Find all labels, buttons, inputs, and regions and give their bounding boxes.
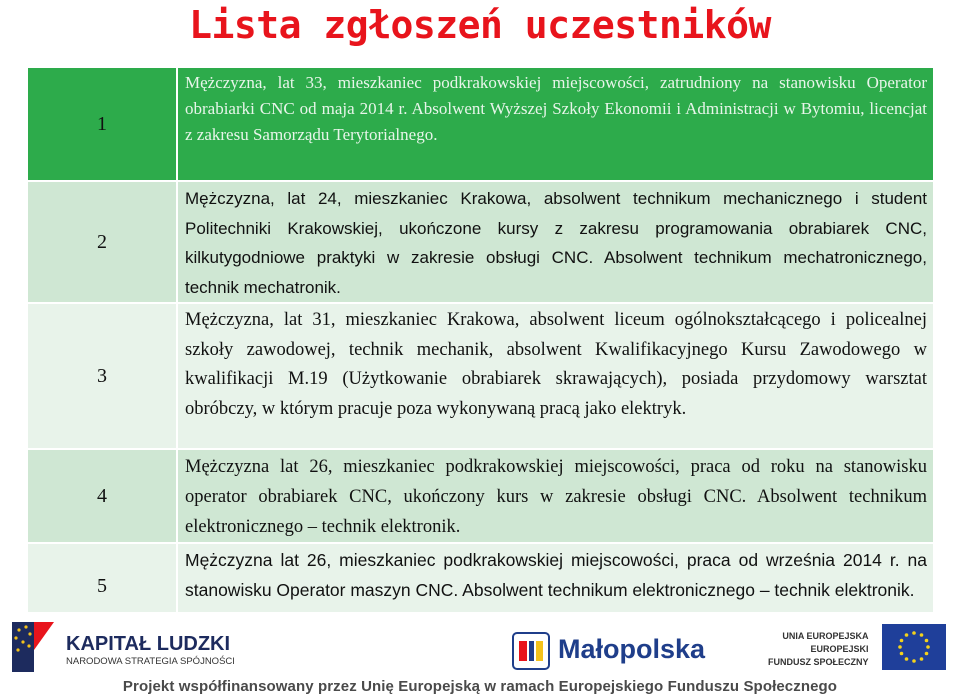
- kapital-ludzki-logo-icon: [8, 616, 58, 676]
- kapital-ludzki-subtitle: NARODOWA STRATEGIA SPÓJNOŚCI: [66, 656, 235, 667]
- row-description: Mężczyzna lat 26, mieszkaniec podkrakowskiej miejscowości, praca od roku na stanowisku operator obrabiarek CNC, ukończony kurs w zakresie obsługi CNC. Absolwent technikum elektronicznego – technik elektronik.: [178, 450, 933, 542]
- project-note: Projekt współfinansowany przez Unię Europejską w ramach Europejskiego Funduszu Społecznego: [122, 678, 838, 695]
- table-row: [28, 68, 933, 182]
- row-number: 2: [28, 182, 178, 302]
- table-row: [28, 182, 933, 304]
- table-row: [28, 304, 933, 450]
- table-row: [28, 450, 933, 544]
- eu-text-block: [768, 630, 869, 669]
- row-number: 4: [28, 450, 178, 542]
- row-description: Mężczyzna, lat 24, mieszkaniec Krakowa, absolwent technikum mechanicznego i student Politechniki Krakowskiej, ukończone kursy z zakresu programowania obrabiarek CNC, kilkutygodniowe praktyki w zakresie obsługi CNC. Absolwent technikum mechatronicznego, technik mechatronik.: [178, 182, 933, 302]
- malopolska-logo-icon: [512, 632, 550, 670]
- eu-line: UNIA EUROPEJSKA: [782, 631, 869, 641]
- footer: [0, 612, 960, 699]
- row-number: 5: [28, 544, 178, 628]
- row-description: Mężczyzna, lat 33, mieszkaniec podkrakowskiej miejscowości, zatrudniony na stanowisku Operator obrabiarki CNC od maja 2014 r. Absolwent Wyższej Szkoły Ekonomii i Administracji w Bytomiu, licencjat z zakresu Samorządu Terytorialnego.: [178, 68, 933, 180]
- eu-flag-icon: [882, 624, 946, 670]
- malopolska-title: Małopolska: [558, 634, 706, 664]
- row-description: Mężczyzna, lat 31, mieszkaniec Krakowa, absolwent liceum ogólnokształcącego i policealnej szkoły zawodowej, technik mechanik, absolwent Kwalifikacyjnego Kursu Zawodowego w kwalifikacji M.19 (Użytkowanie obrabiarek skrawających), posiada przydomowy warsztat obróbczy, w którym pracuje poza wykonywaną pracą jako elektryk.: [178, 304, 933, 448]
- row-number: 3: [28, 304, 178, 448]
- eu-line: EUROPEJSKI: [810, 644, 869, 654]
- row-description: Mężczyzna lat 26, mieszkaniec podkrakowskiej miejscowości, praca od września 2014 r. na stanowisku Operator maszyn CNC. Absolwent technikum elektronicznego – technik elektronik.: [178, 544, 933, 628]
- kapital-ludzki-title: KAPITAŁ LUDZKI: [66, 633, 231, 655]
- applicants-table: [26, 68, 933, 628]
- eu-line: FUNDUSZ SPOŁECZNY: [768, 657, 869, 667]
- page-title: Lista zgłoszeń uczestników: [189, 3, 771, 47]
- row-number: 1: [28, 68, 178, 180]
